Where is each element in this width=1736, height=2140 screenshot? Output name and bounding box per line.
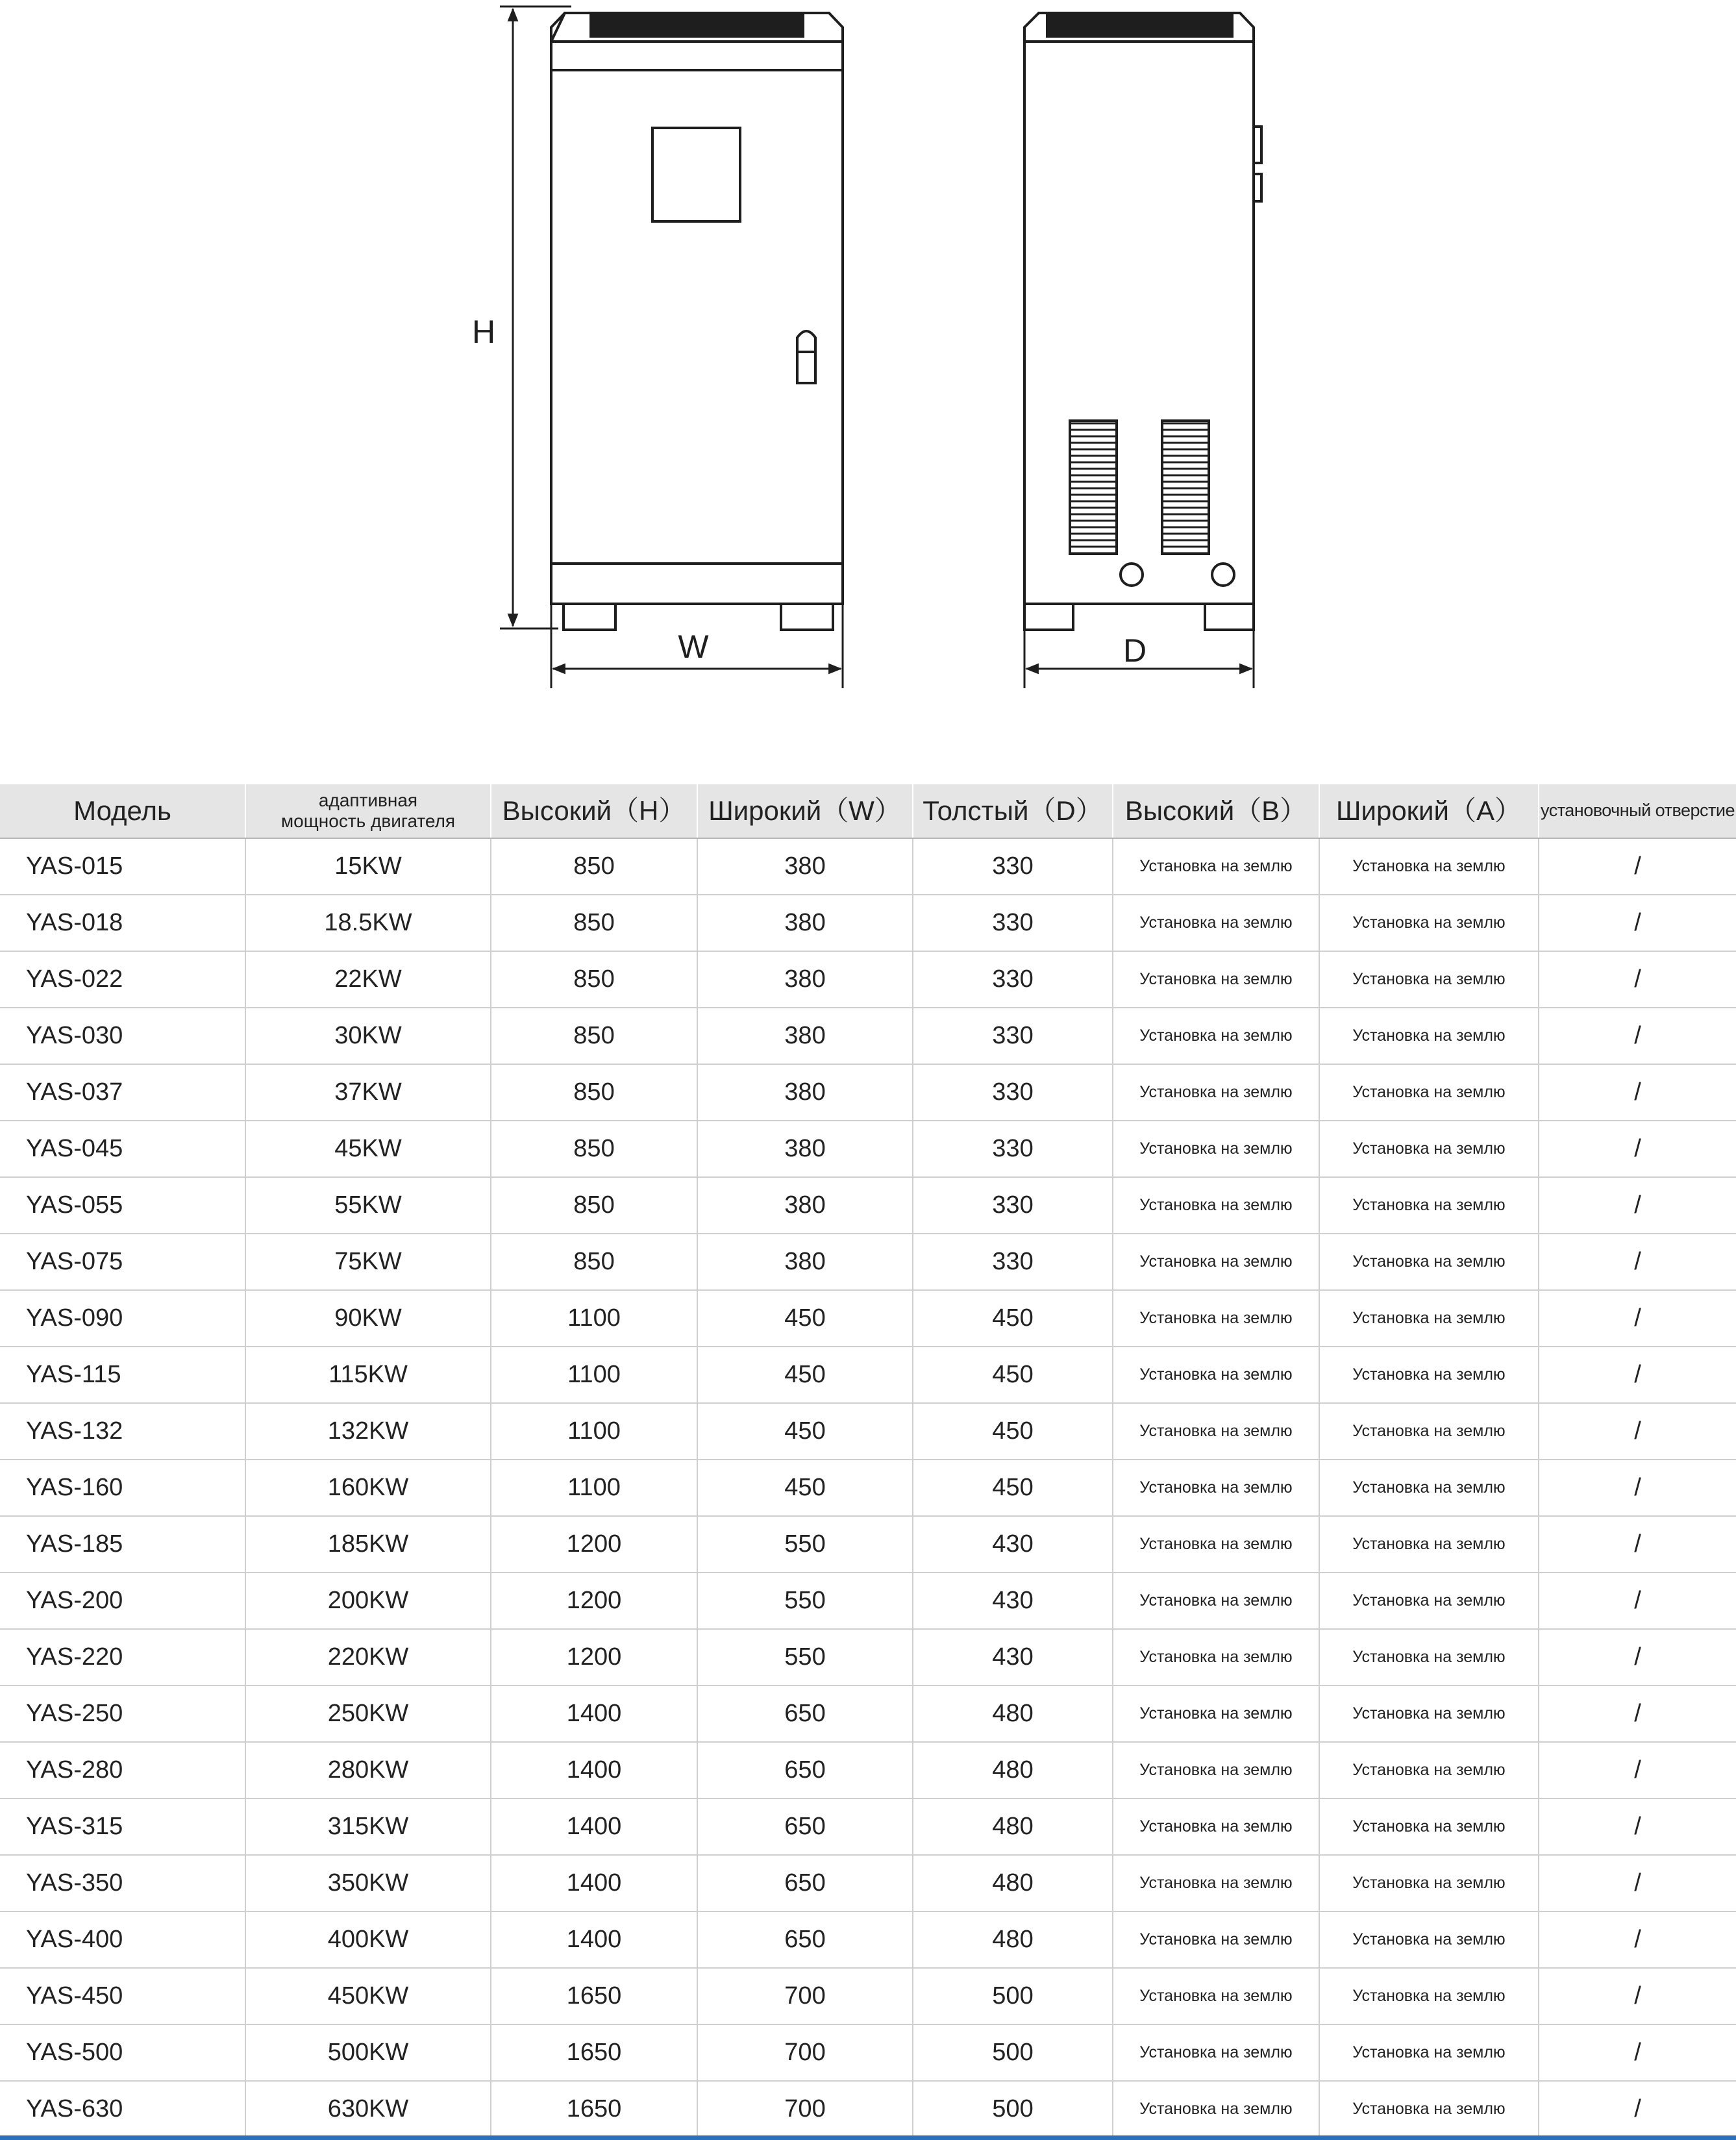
cell-mount-b: Установка на землю <box>1113 1911 1319 1968</box>
cell-height: 1650 <box>491 2081 697 2137</box>
cell-model: YAS-220 <box>0 1629 245 1686</box>
cell-mount-b: Установка на землю <box>1113 1629 1319 1686</box>
table-row <box>0 1121 1736 1177</box>
cell-mount-b: Установка на землю <box>1113 1121 1319 1177</box>
cell-depth: 430 <box>913 1516 1113 1573</box>
cell-mount-b: Установка на землю <box>1113 1516 1319 1573</box>
cell-power: 280KW <box>245 1742 491 1798</box>
cell-width: 550 <box>697 1516 913 1573</box>
cell-hole: / <box>1539 1855 1736 1911</box>
front-view <box>500 6 843 688</box>
cell-height: 1200 <box>491 1573 697 1629</box>
cell-hole: / <box>1539 1290 1736 1347</box>
cell-mount-a: Установка на землю <box>1319 1121 1539 1177</box>
table-row <box>0 1573 1736 1629</box>
cell-mount-b: Установка на землю <box>1113 1460 1319 1516</box>
cell-mount-b: Установка на землю <box>1113 1686 1319 1742</box>
cell-model: YAS-090 <box>0 1290 245 1347</box>
cell-hole: / <box>1539 1742 1736 1798</box>
cell-width: 450 <box>697 1347 913 1403</box>
cell-width: 650 <box>697 1911 913 1968</box>
cell-hole: / <box>1539 1911 1736 1968</box>
cell-depth: 450 <box>913 1290 1113 1347</box>
cell-model: YAS-450 <box>0 1968 245 2024</box>
cell-mount-a: Установка на землю <box>1319 1347 1539 1403</box>
header-height: Высокий（H） <box>491 784 697 838</box>
cell-mount-a: Установка на землю <box>1319 1968 1539 2024</box>
cell-mount-b: Установка на землю <box>1113 1347 1319 1403</box>
cell-hole: / <box>1539 1121 1736 1177</box>
cell-mount-a: Установка на землю <box>1319 1234 1539 1290</box>
cell-model: YAS-030 <box>0 1008 245 1064</box>
header-width: Широкий（W） <box>697 784 913 838</box>
table-row <box>0 838 1736 895</box>
cell-depth: 330 <box>913 1234 1113 1290</box>
cell-mount-b: Установка на землю <box>1113 1968 1319 2024</box>
table-body <box>0 838 1736 2137</box>
bottom-accent-line <box>0 2135 1736 2140</box>
cell-height: 1650 <box>491 1968 697 2024</box>
cell-hole: / <box>1539 1234 1736 1290</box>
cell-height: 1400 <box>491 1742 697 1798</box>
cell-mount-b: Установка на землю <box>1113 1290 1319 1347</box>
cell-hole: / <box>1539 1629 1736 1686</box>
cell-model: YAS-132 <box>0 1403 245 1460</box>
header-power-line2: мощность двигателя <box>280 811 456 831</box>
cell-depth: 450 <box>913 1403 1113 1460</box>
table-row <box>0 1064 1736 1121</box>
cell-model: YAS-045 <box>0 1121 245 1177</box>
cell-depth: 330 <box>913 838 1113 895</box>
cell-mount-b: Установка на землю <box>1113 1008 1319 1064</box>
cell-mount-a: Установка на землю <box>1319 1290 1539 1347</box>
cell-depth: 330 <box>913 1064 1113 1121</box>
cell-width: 380 <box>697 895 913 951</box>
cell-depth: 480 <box>913 1798 1113 1855</box>
cell-width: 380 <box>697 838 913 895</box>
table-header-row <box>0 784 1736 838</box>
cell-mount-b: Установка на землю <box>1113 895 1319 951</box>
cell-height: 1400 <box>491 1911 697 1968</box>
cell-model: YAS-280 <box>0 1742 245 1798</box>
cell-hole: / <box>1539 2081 1736 2137</box>
table-row <box>0 1855 1736 1911</box>
cell-width: 450 <box>697 1403 913 1460</box>
cell-power: 250KW <box>245 1686 491 1742</box>
cell-height: 850 <box>491 1177 697 1234</box>
table-row <box>0 1742 1736 1798</box>
cell-width: 550 <box>697 1573 913 1629</box>
cell-power: 220KW <box>245 1629 491 1686</box>
cell-power: 160KW <box>245 1460 491 1516</box>
cell-width: 380 <box>697 951 913 1008</box>
cell-model: YAS-200 <box>0 1573 245 1629</box>
cell-hole: / <box>1539 2024 1736 2081</box>
cell-height: 1100 <box>491 1290 697 1347</box>
cell-model: YAS-500 <box>0 2024 245 2081</box>
table-row <box>0 1516 1736 1573</box>
cell-mount-b: Установка на землю <box>1113 1234 1319 1290</box>
cell-hole: / <box>1539 1177 1736 1234</box>
table-row <box>0 1008 1736 1064</box>
cell-mount-a: Установка на землю <box>1319 1064 1539 1121</box>
cell-mount-b: Установка на землю <box>1113 1798 1319 1855</box>
cell-mount-a: Установка на землю <box>1319 1516 1539 1573</box>
cell-hole: / <box>1539 895 1736 951</box>
cell-power: 400KW <box>245 1911 491 1968</box>
cell-power: 18.5KW <box>245 895 491 951</box>
cell-mount-b: Установка на землю <box>1113 951 1319 1008</box>
cell-hole: / <box>1539 951 1736 1008</box>
cell-width: 380 <box>697 1008 913 1064</box>
cell-power: 315KW <box>245 1798 491 1855</box>
cell-mount-b: Установка на землю <box>1113 1064 1319 1121</box>
cell-mount-a: Установка на землю <box>1319 1855 1539 1911</box>
table-row <box>0 1629 1736 1686</box>
cell-width: 450 <box>697 1460 913 1516</box>
cell-height: 1400 <box>491 1855 697 1911</box>
cell-model: YAS-115 <box>0 1347 245 1403</box>
cell-mount-b: Установка на землю <box>1113 1855 1319 1911</box>
cell-height: 1200 <box>491 1516 697 1573</box>
spec-table <box>0 784 1736 2138</box>
cell-depth: 430 <box>913 1573 1113 1629</box>
cell-depth: 500 <box>913 2024 1113 2081</box>
table-row <box>0 1290 1736 1347</box>
cell-mount-b: Установка на землю <box>1113 838 1319 895</box>
cell-model: YAS-075 <box>0 1234 245 1290</box>
cell-depth: 480 <box>913 1742 1113 1798</box>
cell-mount-a: Установка на землю <box>1319 1629 1539 1686</box>
cell-model: YAS-250 <box>0 1686 245 1742</box>
cell-height: 850 <box>491 951 697 1008</box>
cell-power: 115KW <box>245 1347 491 1403</box>
cell-depth: 450 <box>913 1460 1113 1516</box>
table-row <box>0 1968 1736 2024</box>
cell-mount-a: Установка на землю <box>1319 1911 1539 1968</box>
cell-mount-b: Установка на землю <box>1113 1403 1319 1460</box>
cell-height: 850 <box>491 1121 697 1177</box>
cell-depth: 500 <box>913 1968 1113 2024</box>
cell-mount-a: Установка на землю <box>1319 1742 1539 1798</box>
cell-depth: 450 <box>913 1347 1113 1403</box>
cell-mount-a: Установка на землю <box>1319 1403 1539 1460</box>
cell-width: 550 <box>697 1629 913 1686</box>
cell-height: 850 <box>491 1064 697 1121</box>
cell-hole: / <box>1539 838 1736 895</box>
cell-hole: / <box>1539 1798 1736 1855</box>
cell-model: YAS-018 <box>0 895 245 951</box>
cell-height: 850 <box>491 1008 697 1064</box>
cell-mount-a: Установка на землю <box>1319 1573 1539 1629</box>
cell-width: 700 <box>697 1968 913 2024</box>
cell-power: 37KW <box>245 1064 491 1121</box>
cell-model: YAS-022 <box>0 951 245 1008</box>
cell-power: 630KW <box>245 2081 491 2137</box>
cabinet-drawing <box>0 0 1736 727</box>
cell-width: 700 <box>697 2024 913 2081</box>
cell-width: 650 <box>697 1855 913 1911</box>
cell-height: 1400 <box>491 1798 697 1855</box>
cell-power: 75KW <box>245 1234 491 1290</box>
cell-height: 850 <box>491 895 697 951</box>
cell-power: 15KW <box>245 838 491 895</box>
cell-depth: 430 <box>913 1629 1113 1686</box>
cell-height: 850 <box>491 838 697 895</box>
cell-mount-a: Установка на землю <box>1319 1798 1539 1855</box>
cell-mount-a: Установка на землю <box>1319 2024 1539 2081</box>
cell-model: YAS-315 <box>0 1798 245 1855</box>
cell-mount-a: Установка на землю <box>1319 1686 1539 1742</box>
cell-width: 380 <box>697 1234 913 1290</box>
cell-depth: 330 <box>913 1121 1113 1177</box>
cell-width: 380 <box>697 1121 913 1177</box>
cell-model: YAS-185 <box>0 1516 245 1573</box>
cell-depth: 330 <box>913 1177 1113 1234</box>
cell-hole: / <box>1539 1008 1736 1064</box>
cell-hole: / <box>1539 1968 1736 2024</box>
header-power-line1: адаптивная <box>318 790 418 810</box>
cell-depth: 330 <box>913 1008 1113 1064</box>
cell-power: 132KW <box>245 1403 491 1460</box>
table-row <box>0 1798 1736 1855</box>
table-row <box>0 895 1736 951</box>
cell-mount-a: Установка на землю <box>1319 951 1539 1008</box>
cell-mount-a: Установка на землю <box>1319 1008 1539 1064</box>
cell-power: 200KW <box>245 1573 491 1629</box>
table-row <box>0 951 1736 1008</box>
cell-power: 30KW <box>245 1008 491 1064</box>
cell-hole: / <box>1539 1460 1736 1516</box>
cell-model: YAS-400 <box>0 1911 245 1968</box>
cell-width: 380 <box>697 1177 913 1234</box>
cell-depth: 330 <box>913 951 1113 1008</box>
cell-model: YAS-055 <box>0 1177 245 1234</box>
table-row <box>0 2024 1736 2081</box>
cell-model: YAS-350 <box>0 1855 245 1911</box>
width-dimension-label: W <box>678 628 709 665</box>
cell-hole: / <box>1539 1403 1736 1460</box>
cell-mount-b: Установка на землю <box>1113 1177 1319 1234</box>
cell-mount-b: Установка на землю <box>1113 1742 1319 1798</box>
cell-width: 700 <box>697 2081 913 2137</box>
cell-hole: / <box>1539 1347 1736 1403</box>
cell-hole: / <box>1539 1573 1736 1629</box>
cell-height: 1100 <box>491 1347 697 1403</box>
cell-mount-a: Установка на землю <box>1319 1177 1539 1234</box>
table-row <box>0 1177 1736 1234</box>
cell-height: 1200 <box>491 1629 697 1686</box>
header-depth: Толстый（D） <box>913 784 1113 838</box>
table-row <box>0 1403 1736 1460</box>
cell-mount-b: Установка на землю <box>1113 2081 1319 2137</box>
cell-power: 22KW <box>245 951 491 1008</box>
cell-height: 1100 <box>491 1460 697 1516</box>
cell-mount-a: Установка на землю <box>1319 2081 1539 2137</box>
cell-mount-a: Установка на землю <box>1319 895 1539 951</box>
cell-width: 450 <box>697 1290 913 1347</box>
cell-depth: 480 <box>913 1686 1113 1742</box>
table-row <box>0 1686 1736 1742</box>
header-mount-b: Высокий（B） <box>1113 784 1319 838</box>
cell-height: 850 <box>491 1234 697 1290</box>
cell-width: 650 <box>697 1686 913 1742</box>
header-model: Модель <box>0 784 245 838</box>
cell-depth: 480 <box>913 1911 1113 1968</box>
cell-power: 450KW <box>245 1968 491 2024</box>
cell-mount-a: Установка на землю <box>1319 1460 1539 1516</box>
cell-height: 1100 <box>491 1403 697 1460</box>
cell-model: YAS-037 <box>0 1064 245 1121</box>
cell-model: YAS-015 <box>0 838 245 895</box>
header-power <box>245 784 491 838</box>
cell-depth: 330 <box>913 895 1113 951</box>
cell-hole: / <box>1539 1064 1736 1121</box>
cell-mount-a: Установка на землю <box>1319 838 1539 895</box>
cell-width: 380 <box>697 1064 913 1121</box>
cell-depth: 480 <box>913 1855 1113 1911</box>
cell-width: 650 <box>697 1742 913 1798</box>
cell-hole: / <box>1539 1686 1736 1742</box>
cell-depth: 500 <box>913 2081 1113 2137</box>
height-dimension-label: H <box>471 314 496 350</box>
cell-model: YAS-630 <box>0 2081 245 2137</box>
cell-power: 350KW <box>245 1855 491 1911</box>
cell-power: 185KW <box>245 1516 491 1573</box>
table-row <box>0 1234 1736 1290</box>
header-hole: установочный отверстие <box>1539 784 1736 838</box>
cell-height: 1400 <box>491 1686 697 1742</box>
cell-power: 55KW <box>245 1177 491 1234</box>
cell-mount-b: Установка на землю <box>1113 2024 1319 2081</box>
table-row <box>0 1460 1736 1516</box>
table-row <box>0 1911 1736 1968</box>
side-view <box>1024 13 1261 688</box>
cell-power: 500KW <box>245 2024 491 2081</box>
table-row <box>0 2081 1736 2137</box>
depth-dimension-label: D <box>1122 632 1147 669</box>
cell-width: 650 <box>697 1798 913 1855</box>
cell-height: 1650 <box>491 2024 697 2081</box>
cell-power: 45KW <box>245 1121 491 1177</box>
cell-mount-b: Установка на землю <box>1113 1573 1319 1629</box>
cell-hole: / <box>1539 1516 1736 1573</box>
table-row <box>0 1347 1736 1403</box>
cell-model: YAS-160 <box>0 1460 245 1516</box>
header-mount-a: Широкий（A） <box>1319 784 1539 838</box>
cell-power: 90KW <box>245 1290 491 1347</box>
